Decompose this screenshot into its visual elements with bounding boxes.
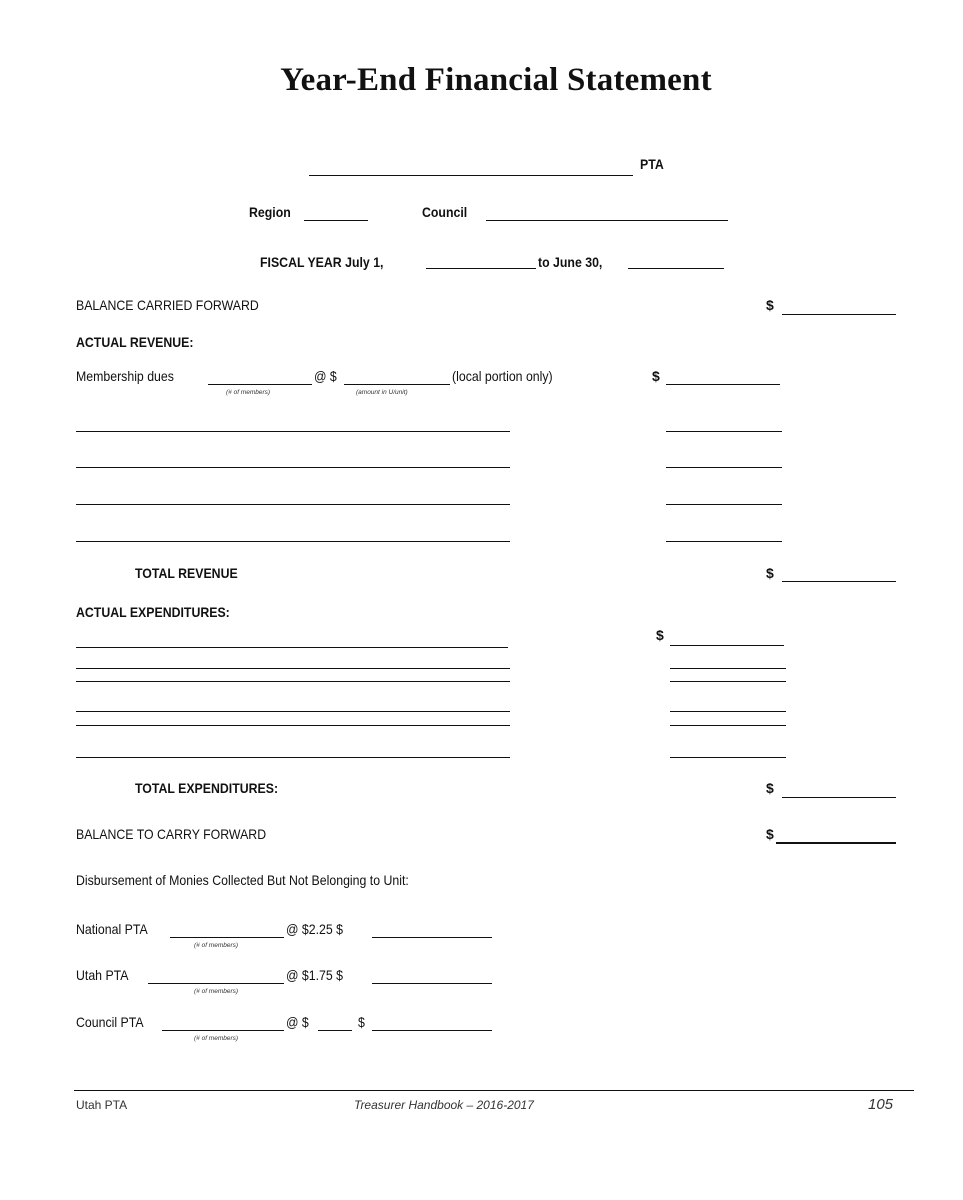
balance-carried-forward-field[interactable] — [782, 314, 896, 315]
council-pta-rate: @ $ — [286, 1014, 309, 1030]
currency-symbol: $ — [358, 1014, 365, 1030]
amount-per-member-field[interactable] — [344, 384, 450, 385]
revenue-description-field[interactable] — [76, 541, 510, 542]
balance-carried-forward-label: BALANCE CARRIED FORWARD — [76, 297, 259, 313]
council-pta-amount-field[interactable] — [372, 1030, 492, 1031]
member-count-hint: (# of members) — [226, 389, 271, 396]
council-field[interactable] — [486, 220, 728, 221]
total-expenditures-field[interactable] — [782, 797, 896, 798]
membership-amount-field[interactable] — [666, 384, 780, 385]
council-pta-label: Council PTA — [76, 1014, 144, 1030]
footer-divider — [74, 1090, 914, 1091]
fiscal-year-label: FISCAL YEAR July 1, — [260, 254, 384, 270]
revenue-description-field[interactable] — [76, 504, 510, 505]
fiscal-year-end-field[interactable] — [628, 268, 724, 269]
footer-organization: Utah PTA — [76, 1098, 128, 1112]
council-pta-rate-field[interactable] — [318, 1030, 352, 1031]
revenue-amount-field[interactable] — [666, 541, 782, 542]
utah-pta-members-field[interactable] — [148, 983, 284, 984]
currency-symbol: $ — [766, 780, 774, 796]
currency-symbol: $ — [652, 368, 660, 384]
utah-pta-rate: @ $1.75 $ — [286, 967, 344, 983]
revenue-description-field[interactable] — [76, 467, 510, 468]
balance-to-carry-forward-label: BALANCE TO CARRY FORWARD — [76, 826, 267, 842]
expenditure-amount-field[interactable] — [670, 725, 786, 726]
expenditure-description-field[interactable] — [76, 757, 510, 758]
expenditure-amount-field[interactable] — [670, 757, 786, 758]
page-title: Year-End Financial Statement — [280, 62, 712, 98]
member-count-hint: (# of members) — [194, 1035, 239, 1042]
region-field[interactable] — [304, 220, 368, 221]
currency-symbol: $ — [766, 565, 774, 581]
balance-to-carry-forward-field[interactable] — [776, 842, 896, 844]
total-expenditures-label: TOTAL EXPENDITURES: — [135, 780, 279, 796]
expenditure-description-field[interactable] — [76, 647, 508, 648]
fiscal-year-start-field[interactable] — [426, 268, 536, 269]
revenue-amount-field[interactable] — [666, 467, 782, 468]
total-revenue-label: TOTAL REVENUE — [135, 565, 238, 581]
expenditure-amount-field[interactable] — [670, 711, 786, 712]
currency-symbol: $ — [766, 297, 774, 313]
council-label: Council — [422, 204, 468, 220]
disbursement-heading: Disbursement of Monies Collected But Not Belonging to Unit: — [76, 872, 409, 888]
at-price-label: @ $ — [314, 368, 337, 384]
page-number: 105 — [868, 1096, 894, 1113]
revenue-amount-field[interactable] — [666, 431, 782, 432]
national-pta-rate: @ $2.25 $ — [286, 921, 344, 937]
national-pta-amount-field[interactable] — [372, 937, 492, 938]
expenditure-description-field[interactable] — [76, 711, 510, 712]
total-revenue-field[interactable] — [782, 581, 896, 582]
pta-name-field[interactable] — [309, 175, 633, 176]
currency-symbol: $ — [656, 627, 664, 643]
expenditures-heading: ACTUAL EXPENDITURES: — [76, 604, 230, 620]
expenditure-amount-field[interactable] — [670, 681, 786, 682]
to-june-label: to June 30, — [538, 254, 603, 270]
expenditure-description-field[interactable] — [76, 668, 510, 669]
region-label: Region — [249, 204, 291, 220]
member-count-hint: (# of members) — [194, 942, 239, 949]
member-count-hint: (# of members) — [194, 988, 239, 995]
national-pta-label: National PTA — [76, 921, 148, 937]
expenditure-description-field[interactable] — [76, 725, 510, 726]
utah-pta-amount-field[interactable] — [372, 983, 492, 984]
amount-hint: (amount in U/unit) — [356, 389, 408, 396]
footer-handbook: Treasurer Handbook – 2016-2017 — [354, 1098, 534, 1112]
utah-pta-label: Utah PTA — [76, 967, 129, 983]
expenditure-amount-field[interactable] — [670, 668, 786, 669]
revenue-description-field[interactable] — [76, 431, 510, 432]
national-pta-members-field[interactable] — [170, 937, 284, 938]
pta-label: PTA — [640, 156, 664, 172]
council-pta-members-field[interactable] — [162, 1030, 284, 1031]
expenditure-amount-field[interactable] — [670, 645, 784, 646]
revenue-heading: ACTUAL REVENUE: — [76, 334, 194, 350]
revenue-amount-field[interactable] — [666, 504, 782, 505]
expenditure-description-field[interactable] — [76, 681, 510, 682]
local-portion-note: (local portion only) — [452, 368, 553, 384]
currency-symbol: $ — [766, 826, 774, 842]
member-count-field[interactable] — [208, 384, 312, 385]
membership-dues-label: Membership dues — [76, 368, 174, 384]
